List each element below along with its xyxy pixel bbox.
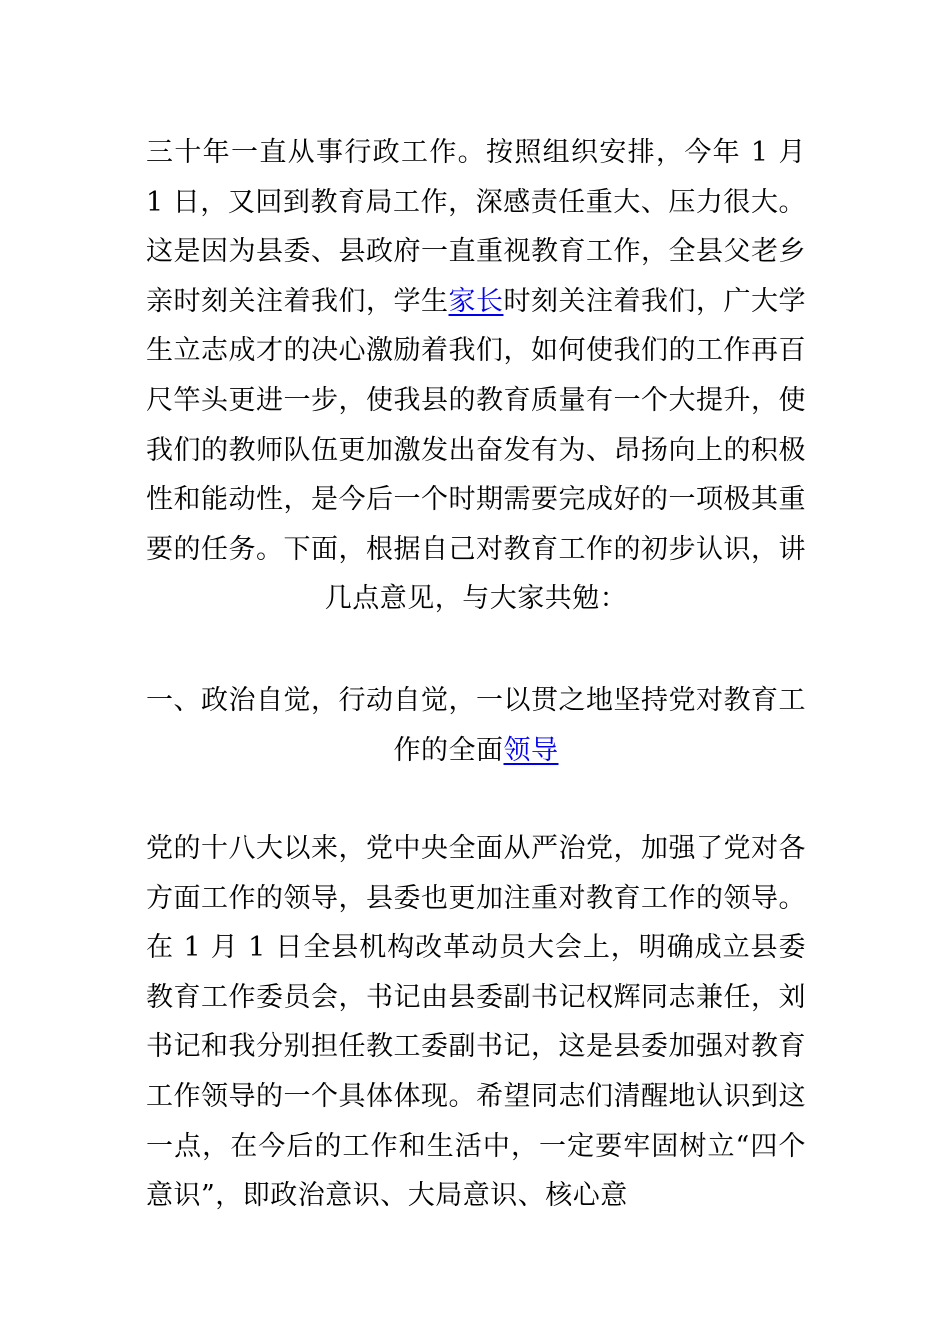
intro-text-end: 时刻关注着我们，广大学生立志成才的决心激励着我们，如何使我们的工作再百尺竿头更进一步，使我县的教育质量有一个大提升，使我们的教师队伍更加激发出奋发有为、昂扬向上的积极性和能动性，是今后一个时期需要完成好的一项极其重要的任务。下面，根据自己对教育工作的初步认识，讲几点意见，与大家共勉： [146, 285, 806, 615]
heading-text: 一、政治自觉，行动自觉，一以贯之地坚持党对教育工作的全面 [146, 685, 806, 766]
section-heading [146, 676, 806, 775]
section-text: 党的十八大以来，党中央全面从严治党，加强了党对各方面工作的领导，县委也更加注重对教育工作的领导。在 1 月 1 日全县机构改革动员大会上，明确成立县委教育工作委员会，书记由县委副书记权辉同志兼任，刘书记和我分别担任教工委副书记，这是县委加强对教育工作领导的一个具体体现。希望同志们清醒地认识到这一点，在今后的工作和生活中，一定要牢固树立“四个意识”，即政治意识、大局意识、核心意 [146, 833, 806, 1212]
link-parents[interactable]: 家长 [448, 285, 504, 317]
section-paragraph [146, 824, 806, 1221]
intro-text-start: 三十年一直从事行政工作。按照组织安排，今年 1 月 1 日，又回到教育局工作，深感责任重大、压力很大。这是因为县委、县政府一直重视教育工作，全县父老乡亲时刻关注着我们，学生 [146, 137, 806, 317]
link-leadership[interactable]: 领导 [503, 734, 559, 766]
intro-paragraph [146, 128, 806, 624]
